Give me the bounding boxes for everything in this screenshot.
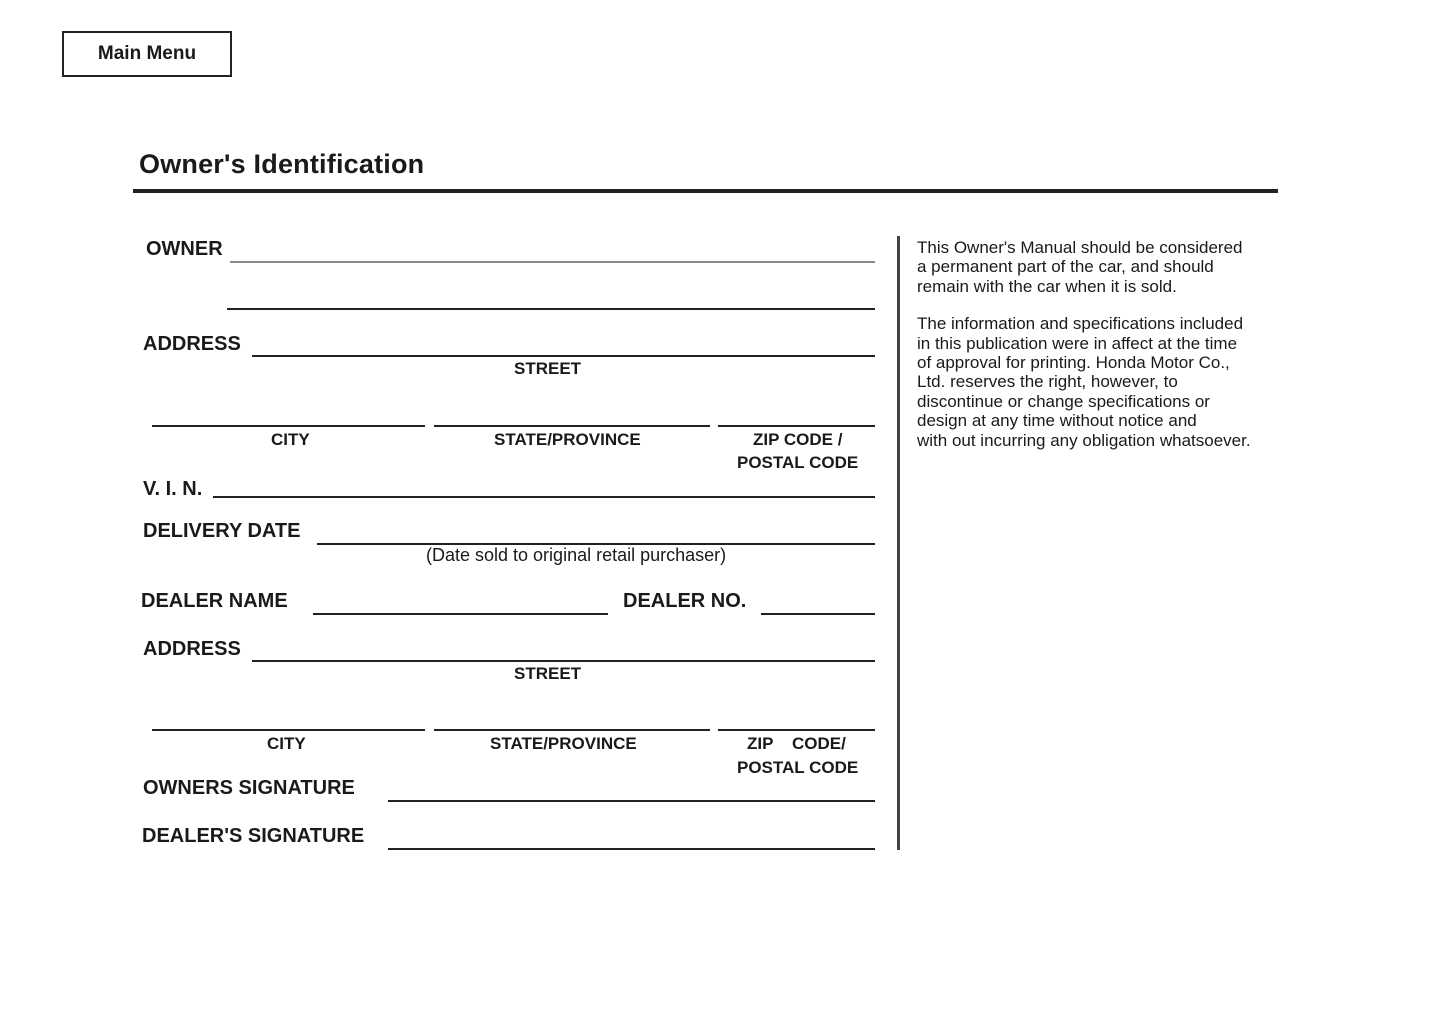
dealer-no-label: DEALER NO. [623, 590, 747, 612]
column-divider [897, 236, 900, 850]
delivery-date-label: DELIVERY DATE [143, 520, 301, 542]
dealer-name-field[interactable] [313, 613, 608, 615]
owner-street-field[interactable] [252, 355, 875, 357]
page-title: Owner's Identification [139, 149, 425, 179]
dealer-zip-field[interactable] [718, 729, 875, 731]
owner-address-label: ADDRESS [143, 333, 241, 355]
owner-state-caption: STATE/PROVINCE [494, 430, 641, 449]
owner-street-caption: STREET [514, 359, 582, 378]
manual-notes [917, 238, 1287, 468]
vin-label: V. I. N. [143, 478, 203, 500]
owner-signature-field[interactable] [388, 800, 875, 802]
notes-paragraph-1: This Owner's Manual should be considered a permanent part of the car, and should remain with the car when it is sold. [917, 238, 1243, 296]
owner-zip-caption: ZIP CODE / [753, 430, 843, 449]
owner-label: OWNER [146, 238, 223, 260]
main-menu-button[interactable]: Main Menu [62, 31, 232, 77]
owner-signature-label: OWNERS SIGNATURE [143, 777, 355, 799]
owner-zip-field[interactable] [718, 425, 875, 427]
dealer-no-field[interactable] [761, 613, 875, 615]
dealer-street-field[interactable] [252, 660, 875, 662]
owner-name-field[interactable] [230, 261, 875, 263]
title-divider [133, 189, 1278, 193]
owner-name-field-2[interactable] [227, 308, 875, 310]
dealer-state-field[interactable] [434, 729, 710, 731]
dealer-name-label: DEALER NAME [141, 590, 288, 612]
dealer-street-caption: STREET [514, 664, 582, 683]
dealer-signature-field[interactable] [388, 848, 875, 850]
vin-field[interactable] [213, 496, 875, 498]
delivery-date-hint: (Date sold to original retail purchaser) [426, 545, 727, 565]
dealer-signature-label: DEALER'S SIGNATURE [142, 825, 365, 847]
dealer-city-field[interactable] [152, 729, 425, 731]
owner-postal-caption: POSTAL CODE [737, 453, 859, 472]
owner-state-field[interactable] [434, 425, 710, 427]
dealer-city-caption: CITY [267, 734, 306, 753]
dealer-postal-caption: POSTAL CODE [737, 758, 859, 777]
dealer-zip-caption: ZIP CODE/ [747, 734, 846, 753]
owner-city-field[interactable] [152, 425, 425, 427]
notes-paragraph-2: The information and specifications included in this publication were in affect at the time of approval for printing. Honda Motor Co., Ltd. reserves the right, however, to discontinue or change specifications or design at any time without notice and with out incurring any obligation whatsoever. [917, 314, 1251, 450]
dealer-state-caption: STATE/PROVINCE [490, 734, 637, 753]
dealer-address-label: ADDRESS [143, 638, 241, 660]
owner-city-caption: CITY [271, 430, 310, 449]
